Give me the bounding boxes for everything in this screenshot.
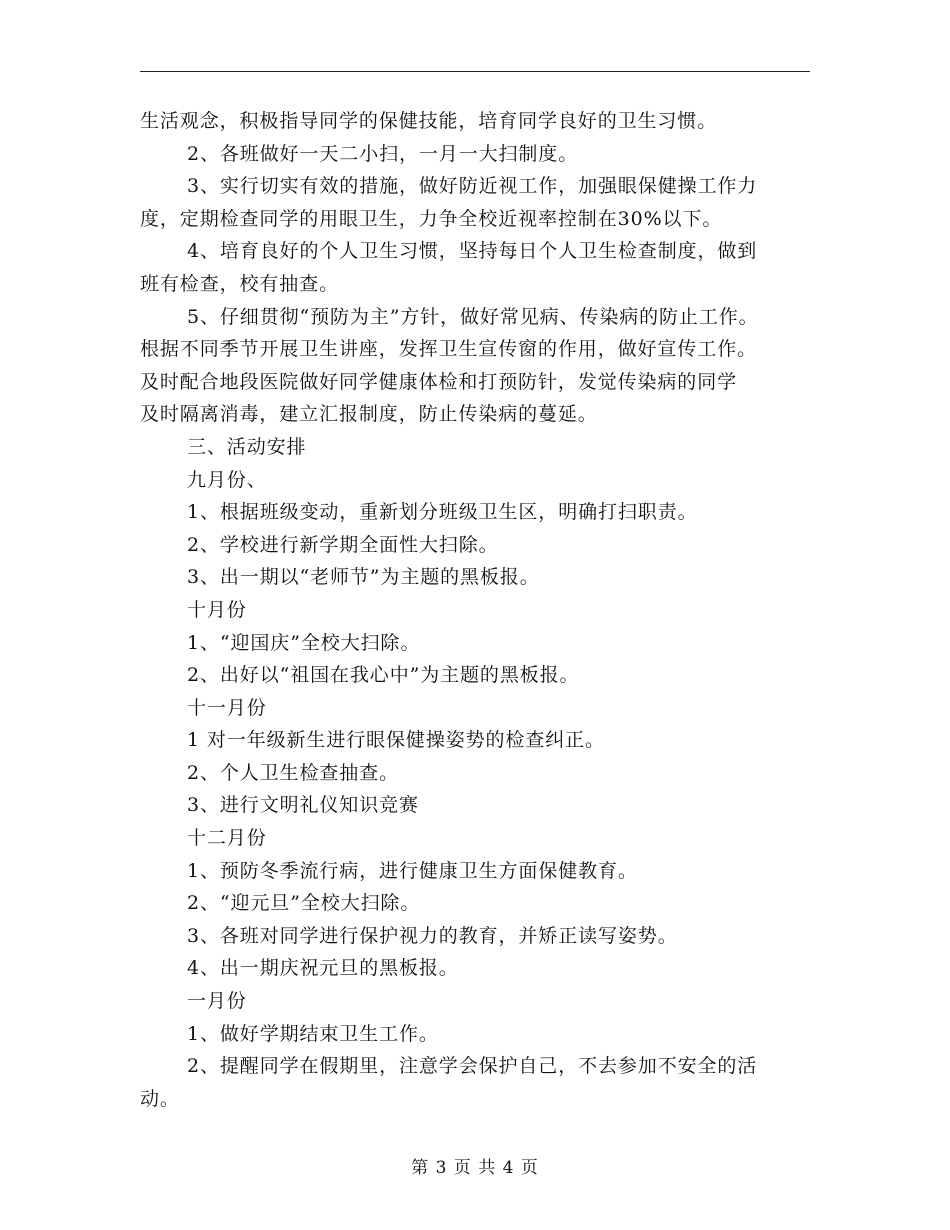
- text-line: 十月份: [187, 598, 247, 621]
- text-line: 三、活动安排: [187, 435, 307, 458]
- text-line: 班有检查，校有抽查。: [140, 272, 340, 295]
- text-line: 4、出一期庆祝元旦的黑板报。: [187, 957, 459, 980]
- text-line: 2、提醒同学在假期里，注意学会保护自己，不去参加不安全的活: [187, 1055, 758, 1078]
- text-line: 1、根据班级变动，重新划分班级卫生区，明确打扫职责。: [187, 501, 698, 524]
- text-line: 1 对一年级新生进行眼保健操姿势的检查纠正。: [187, 729, 605, 752]
- text-line: 2、个人卫生检查抽查。: [187, 761, 399, 784]
- text-line: 1、“迎国庆”全校大扫除。: [187, 631, 421, 654]
- text-line: 3、实行切实有效的措施，做好防近视工作，加强眼保健操工作力: [187, 175, 758, 198]
- text-line: 九月份、: [187, 468, 267, 491]
- text-line: 十二月份: [187, 827, 267, 850]
- text-line: 及时配合地段医院做好同学健康体检和打预防针，发觉传染病的同学: [140, 370, 738, 393]
- text-line: 2、各班做好一天二小扫，一月一大扫制度。: [187, 142, 579, 165]
- text-line: 3、出一期以“老师节”为主题的黑板报。: [187, 566, 540, 589]
- text-line: 3、各班对同学进行保护视力的教育，并矫正读写姿势。: [187, 924, 678, 947]
- text-line: 4、培育良好的个人卫生习惯，坚持每日个人卫生检查制度，做到: [187, 240, 758, 263]
- page-number-footer: 第 3 页 共 4 页: [411, 1158, 539, 1178]
- text-line: 一月份: [187, 990, 247, 1013]
- text-line: 3、进行文明礼仪知识竞赛: [187, 794, 419, 817]
- text-line: 2、学校进行新学期全面性大扫除。: [187, 533, 499, 556]
- text-line: 十一月份: [187, 696, 267, 719]
- header-rule: [140, 71, 810, 72]
- text-line: 1、预防冬季流行病，进行健康卫生方面保健教育。: [187, 859, 638, 882]
- text-line: 根据不同季节开展卫生讲座，发挥卫生宣传窗的作用，做好宣传工作。: [140, 338, 757, 361]
- text-line: 5、仔细贯彻“预防为主”方针，做好常见病、传染病的防止工作。: [187, 305, 759, 328]
- text-line: 2、出好以“祖国在我心中”为主题的黑板报。: [187, 664, 580, 687]
- text-line: 及时隔离消毒，建立汇报制度，防止传染病的蔓延。: [140, 403, 598, 426]
- text-line: 度，定期检查同学的用眼卫生，力争全校近视率控制在30%以下。: [140, 207, 723, 230]
- text-line: 动。: [140, 1087, 180, 1110]
- document-body: [140, 105, 820, 1115]
- text-line: 1、做好学期结束卫生工作。: [187, 1022, 439, 1045]
- text-line: 2、“迎元旦”全校大扫除。: [187, 892, 421, 915]
- text-line: 生活观念，积极指导同学的保健技能，培育同学良好的卫生习惯。: [140, 110, 718, 132]
